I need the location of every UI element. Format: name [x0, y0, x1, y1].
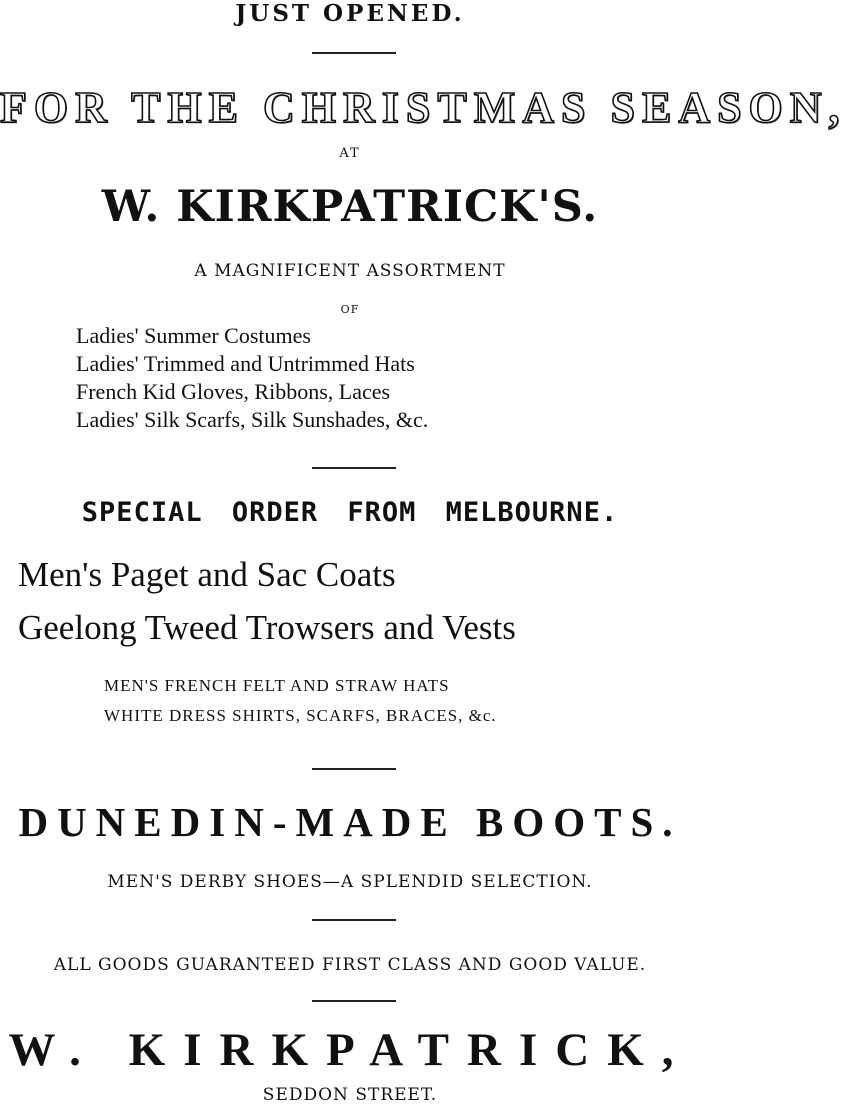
list-item: Ladies' Silk Scarfs, Silk Sunshades, &c. [76, 407, 429, 432]
ladies-goods-list [76, 322, 428, 434]
at-label: AT [339, 146, 361, 161]
derby-shoes-line: MEN'S DERBY SHOES—A SPLENDID SELECTION. [107, 872, 593, 892]
of-label: OF [340, 303, 360, 316]
geelong-tweed-line: Geelong Tweed Trowsers and Vests [18, 608, 516, 647]
divider-rule [312, 768, 396, 770]
list-item: MEN'S FRENCH FELT AND STRAW HATS [104, 676, 450, 695]
divider-rule [312, 919, 396, 921]
footer-merchant-name: W. KIRKPATRICK, [8, 1024, 692, 1076]
mens-coats-line: Men's Paget and Sac Coats [18, 555, 396, 594]
just-opened-heading: JUST OPENED. [235, 0, 465, 27]
merchant-name-heading: W. KIRKPATRICK'S. [101, 182, 599, 232]
divider-rule [312, 52, 396, 54]
divider-rule [312, 1000, 396, 1002]
list-item: Ladies' Summer Costumes [76, 323, 311, 348]
list-item: Ladies' Trimmed and Untrimmed Hats [76, 351, 415, 376]
christmas-season-heading: FOR THE CHRISTMAS SEASON, [0, 83, 847, 132]
list-item: WHITE DRESS SHIRTS, SCARFS, BRACES, &c. [104, 706, 497, 725]
list-item: French Kid Gloves, Ribbons, Laces [76, 379, 391, 404]
divider-rule [312, 467, 396, 469]
guarantee-line: ALL GOODS GUARANTEED FIRST CLASS AND GOOD VALUE. [53, 955, 647, 975]
mens-goods-list [104, 671, 497, 731]
dunedin-boots-heading: DUNEDIN-MADE BOOTS. [18, 799, 682, 845]
special-order-heading: SPECIAL ORDER FROM MELBOURNE. [81, 497, 619, 528]
address-line: SEDDON STREET. [262, 1085, 438, 1105]
assortment-heading: A MAGNIFICENT ASSORTMENT [194, 261, 506, 281]
